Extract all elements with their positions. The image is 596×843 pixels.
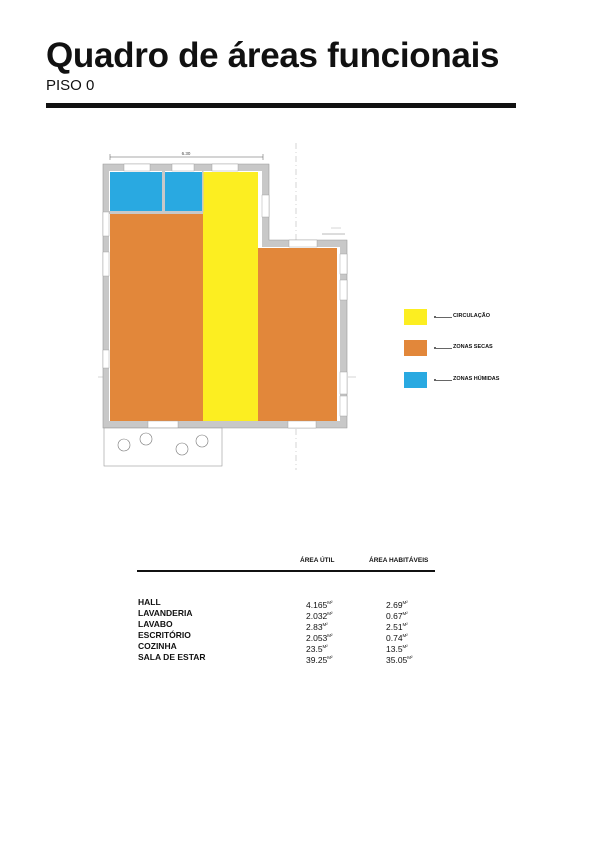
table-row xyxy=(138,652,438,663)
partition-wall xyxy=(202,171,204,212)
table-row xyxy=(138,619,438,630)
window xyxy=(148,421,178,428)
area-habitavel-value: $2.69^{M^2}$ xyxy=(386,599,408,610)
column-header-area-util: ÁREA ÚTIL xyxy=(300,557,335,564)
window xyxy=(340,280,347,300)
window xyxy=(103,212,109,236)
legend-leader xyxy=(436,380,452,381)
table-row xyxy=(138,630,438,641)
window xyxy=(262,195,269,217)
area-habitavel-value: $13.5^{M^2}$ xyxy=(386,643,408,654)
floor-subtitle: PISO 0 xyxy=(46,77,95,94)
zone-cozinha xyxy=(258,248,337,421)
area-habitavel-value: $0.74^{M^2}$ xyxy=(386,632,408,643)
legend-swatch xyxy=(404,340,427,356)
area-util-value: $2.83^{M^2}$ xyxy=(306,621,328,632)
room-name: SALA DE ESTAR xyxy=(138,652,206,662)
legend-label: CIRCULAÇÃO xyxy=(453,313,490,319)
partition-wall xyxy=(162,171,165,212)
legend-swatch xyxy=(404,372,427,388)
area-habitavel-value: $2.51^{M^2}$ xyxy=(386,621,408,632)
area-habitavel-value: $0.67^{M^2}$ xyxy=(386,610,408,621)
legend-leader xyxy=(436,317,452,318)
legend-swatch xyxy=(404,309,427,325)
window xyxy=(340,372,347,394)
area-util-value: $2.032^{M^2}$ xyxy=(306,610,333,621)
window xyxy=(340,396,347,416)
legend-label: ZONAS HÚMIDAS xyxy=(453,376,500,382)
area-util-value: $4.165^{M^2}$ xyxy=(306,599,333,610)
area-util-value: $23.5^{M^2}$ xyxy=(306,643,328,654)
dimension-label: 6.30 xyxy=(181,151,191,156)
window xyxy=(340,254,347,274)
zone-lavabo xyxy=(165,172,202,211)
table-row xyxy=(138,597,438,608)
legend-label: ZONAS SECAS xyxy=(453,344,493,350)
window xyxy=(172,164,194,171)
table-row xyxy=(138,608,438,619)
zone-sala-estar xyxy=(110,214,203,421)
window xyxy=(124,164,150,171)
room-name: ESCRITÓRIO xyxy=(138,630,191,640)
page-title: Quadro de áreas funcionais xyxy=(46,36,500,75)
legend-item-zonas-humidas xyxy=(404,372,554,388)
zone-circulacao xyxy=(203,172,258,421)
window xyxy=(212,164,238,171)
chair xyxy=(196,435,208,447)
legend-leader xyxy=(436,348,452,349)
room-name: LAVABO xyxy=(138,619,173,629)
room-name: LAVANDERIA xyxy=(138,608,193,618)
window xyxy=(103,252,109,276)
legend-item-circulacao xyxy=(404,309,554,325)
area-habitavel-value: $35.05^{M^2}$ xyxy=(386,654,413,665)
room-name: COZINHA xyxy=(138,641,177,651)
room-name: HALL xyxy=(138,597,161,607)
zone-lavanderia xyxy=(110,172,162,211)
table-row xyxy=(138,641,438,652)
chair xyxy=(140,433,152,445)
legend-item-zonas-secas xyxy=(404,340,554,356)
window xyxy=(103,350,109,368)
chair xyxy=(118,439,130,451)
window xyxy=(288,421,316,428)
area-util-value: $2.053^{M^2}$ xyxy=(306,632,333,643)
partition-wall xyxy=(109,211,203,214)
chair xyxy=(176,443,188,455)
table-rule xyxy=(137,570,435,572)
area-util-value: $39.25^{M^2}$ xyxy=(306,654,333,665)
window xyxy=(289,240,317,247)
column-header-area-habitaveis: ÁREA HABITÁVEIS xyxy=(369,557,429,564)
